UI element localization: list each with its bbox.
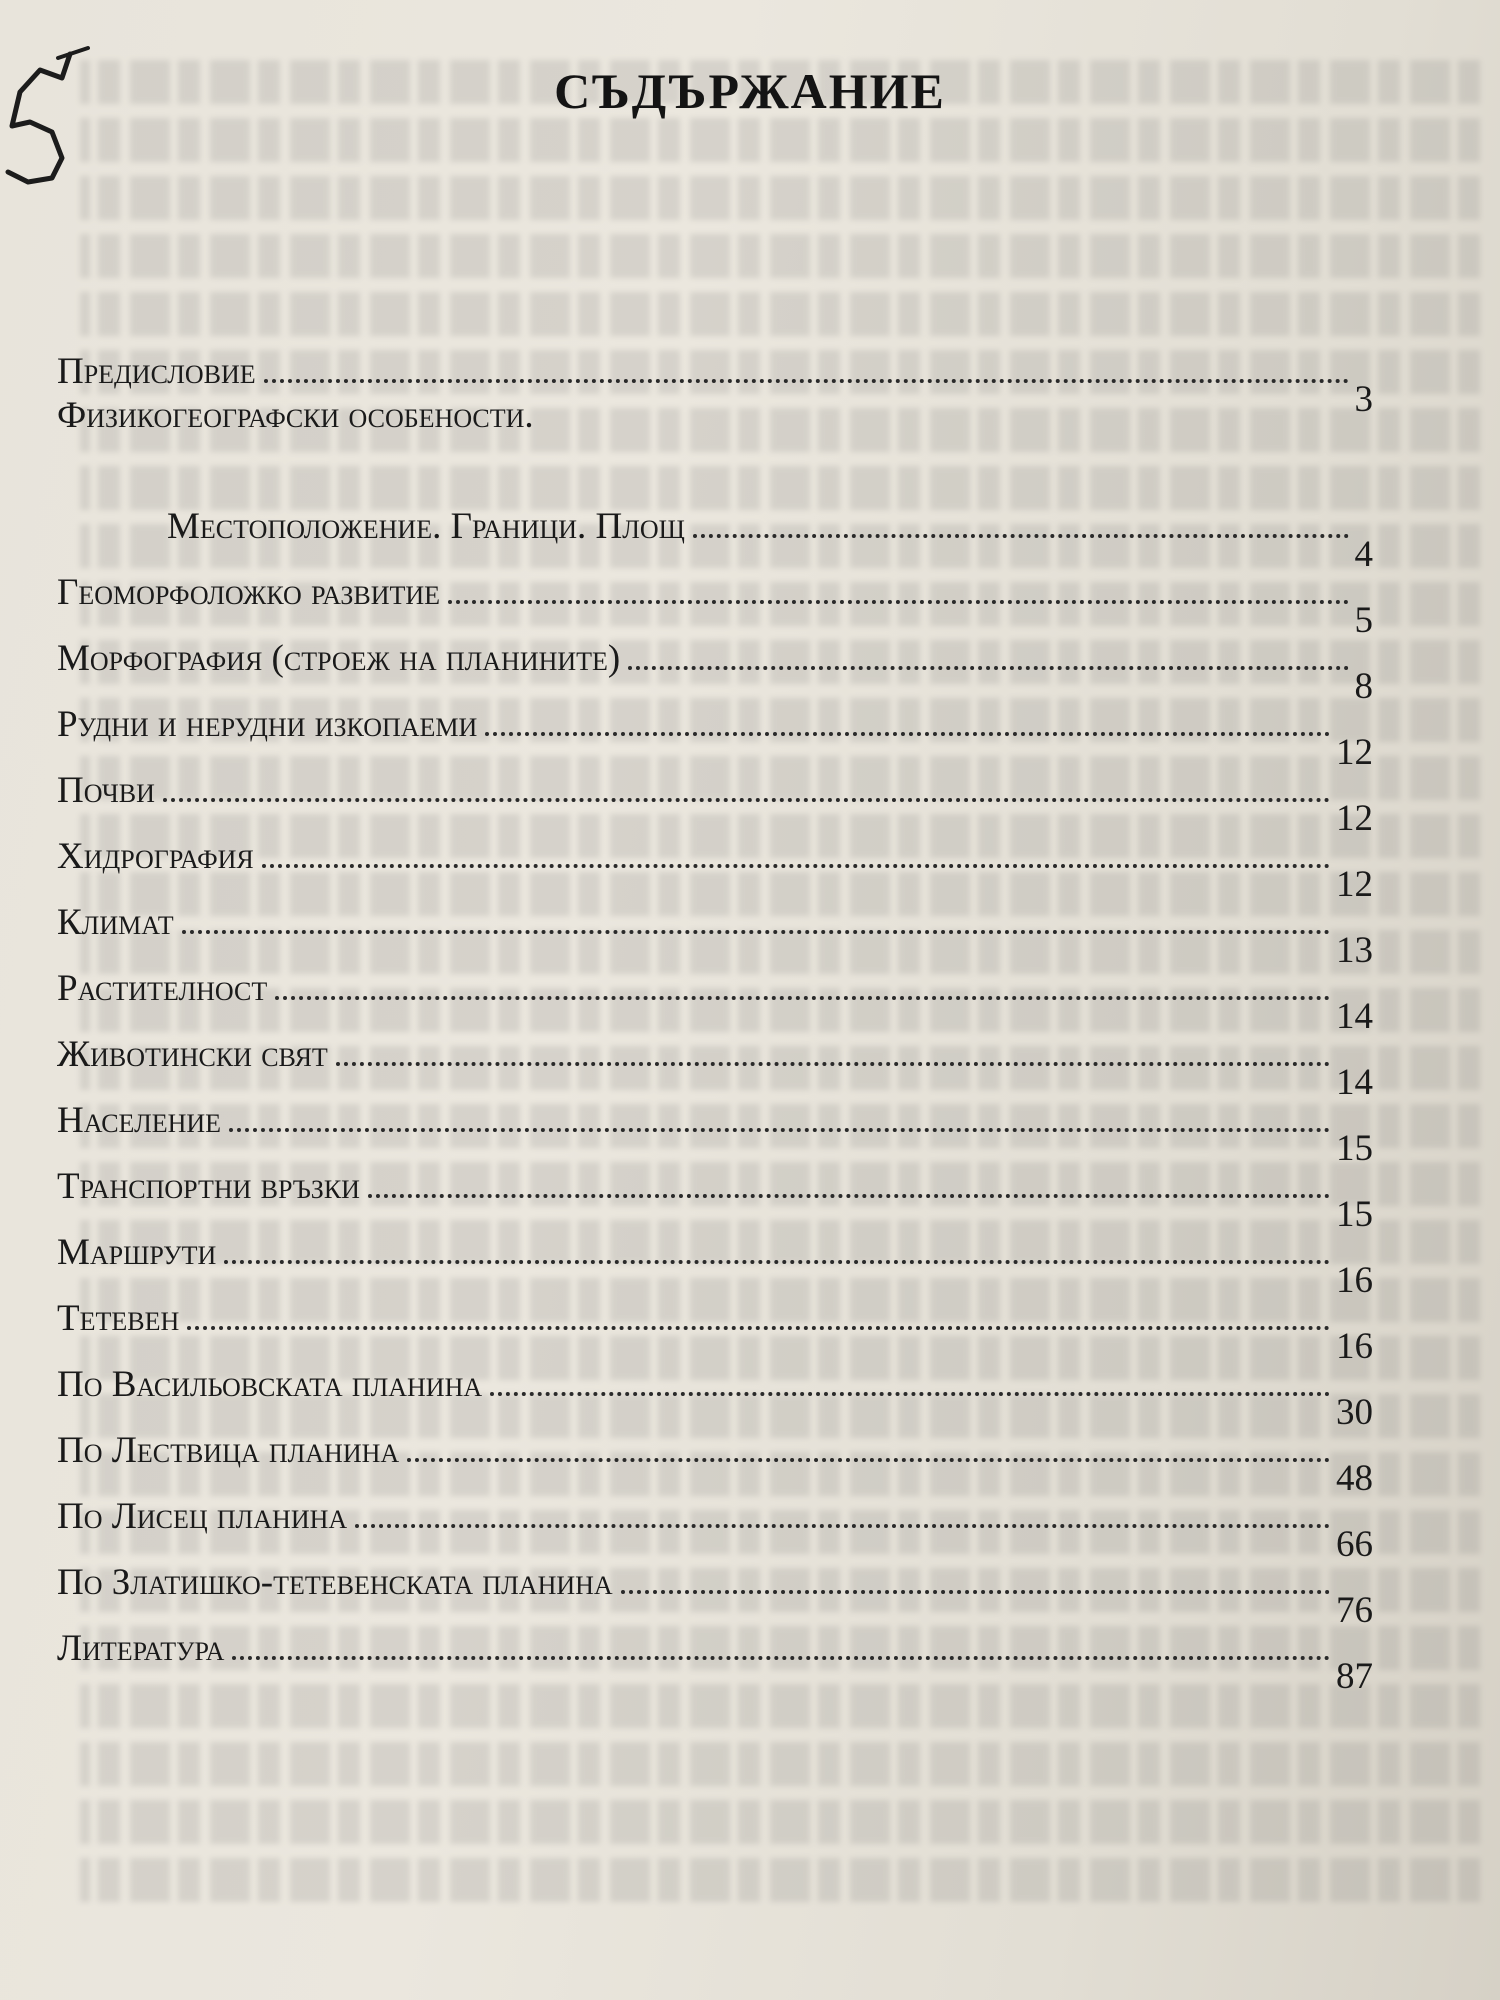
toc-entry-label: Климат — [57, 902, 174, 943]
dot-leader — [448, 600, 1348, 604]
toc-entry-page-number: 87 — [1336, 1656, 1373, 1697]
toc-entry-page-number: 12 — [1336, 864, 1373, 905]
dot-leader — [163, 798, 1330, 802]
toc-entry — [57, 681, 1373, 773]
toc-entry-page-number: 30 — [1336, 1392, 1373, 1433]
toc-entry-page-number: 13 — [1336, 930, 1373, 971]
toc-entry-label: Население — [57, 1100, 222, 1141]
toc-entry-page-number: 66 — [1336, 1524, 1373, 1565]
toc-entry-label-continued: Местоположение. Граници. Площ — [167, 506, 685, 547]
dot-leader — [621, 1590, 1330, 1594]
toc-entry-page-number: 76 — [1336, 1590, 1373, 1631]
toc-entry-label: Транспортни връзки — [57, 1166, 360, 1207]
toc-entry-label: Морфография (строеж на планините) — [57, 638, 621, 679]
dot-leader — [485, 732, 1330, 736]
dot-leader — [275, 996, 1330, 1000]
toc-entry — [57, 1077, 1373, 1169]
toc-entry-label: Геоморфоложко развитие — [57, 572, 441, 613]
toc-entry — [57, 747, 1373, 839]
dot-leader — [182, 930, 1330, 934]
toc-entry — [57, 1275, 1373, 1367]
toc-entry — [57, 615, 1373, 707]
dot-leader — [336, 1062, 1330, 1066]
toc-entry-label: Физикогеографски особености. — [57, 395, 534, 436]
dot-leader — [229, 1128, 1330, 1132]
toc-entry — [57, 1539, 1373, 1631]
toc-entry-page-number: 5 — [1354, 600, 1373, 641]
toc-entry-label: По Лисец планина — [57, 1496, 348, 1537]
toc-entry — [57, 813, 1373, 905]
dot-leader — [232, 1656, 1330, 1660]
dot-leader — [264, 379, 1349, 383]
toc-entry-label: Литература — [57, 1628, 225, 1669]
table-of-contents-list — [57, 328, 1373, 1697]
toc-entry — [57, 549, 1373, 641]
toc-entry-label: Почви — [57, 770, 155, 811]
toc-entry — [57, 1143, 1373, 1235]
toc-entry-page-number: 3 — [1354, 379, 1373, 420]
toc-entry-label: Животински свят — [57, 1034, 328, 1075]
toc-entry-page-number: 4 — [1354, 534, 1373, 575]
toc-entry — [57, 1605, 1373, 1697]
toc-entry-page-number: 48 — [1336, 1458, 1373, 1499]
toc-entry-label: Тетевен — [57, 1298, 180, 1339]
dot-leader — [355, 1524, 1330, 1528]
toc-entry-page-number: 16 — [1336, 1326, 1373, 1367]
toc-entry — [57, 1341, 1373, 1433]
toc-entry-page-number: 14 — [1336, 996, 1373, 1037]
table-of-contents-title: СЪДЪРЖАНИЕ — [554, 63, 946, 119]
toc-entry-page-number: 15 — [1336, 1128, 1373, 1169]
dot-leader — [262, 864, 1330, 868]
toc-entry-label: Предисловие — [57, 351, 256, 392]
dot-leader — [628, 666, 1348, 670]
toc-entry — [57, 1473, 1373, 1565]
toc-entry — [57, 1407, 1373, 1499]
dot-leader — [693, 534, 1349, 538]
dot-leader — [224, 1260, 1330, 1264]
toc-entry-label: Хидрография — [57, 836, 254, 877]
toc-entry-page-number: 15 — [1336, 1194, 1373, 1235]
toc-entry-label: Маршрути — [57, 1232, 217, 1273]
dot-leader — [490, 1392, 1330, 1396]
dot-leader — [407, 1458, 1330, 1462]
toc-entry — [57, 945, 1373, 1037]
toc-entry — [57, 1011, 1373, 1103]
toc-entry-label: По Лествица планина — [57, 1430, 400, 1471]
dot-leader — [187, 1326, 1330, 1330]
toc-entry — [57, 394, 1373, 575]
toc-entry-page-number: 8 — [1354, 666, 1373, 707]
toc-entry-page-number: 12 — [1336, 732, 1373, 773]
toc-entry-label: По Васильовската планина — [57, 1364, 483, 1405]
toc-entry-page-number: 12 — [1336, 798, 1373, 839]
toc-entry — [57, 879, 1373, 971]
toc-entry-page-number: 16 — [1336, 1260, 1373, 1301]
toc-entry-page-number: 14 — [1336, 1062, 1373, 1103]
toc-entry-label: По Златишко-тетевенската планина — [57, 1562, 613, 1603]
toc-entry-label: Рудни и нерудни изкопаеми — [57, 704, 478, 745]
toc-entry-label: Растителност — [57, 968, 268, 1009]
toc-entry — [57, 1209, 1373, 1301]
dot-leader — [368, 1194, 1330, 1198]
